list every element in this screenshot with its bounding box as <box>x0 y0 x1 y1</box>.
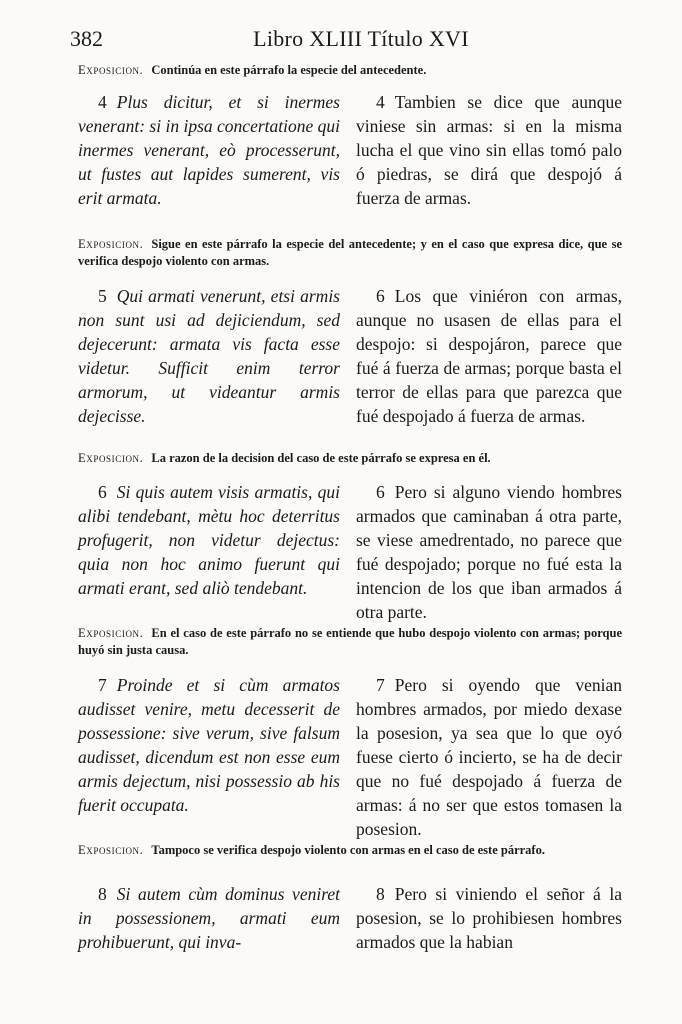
exposicion-note <box>78 62 622 79</box>
exposicion-label: Exposicion. <box>78 843 144 857</box>
exposicion-note <box>78 842 622 859</box>
paragraph-number: 5 <box>98 286 107 306</box>
spanish-text <box>356 882 622 954</box>
exposicion-text: En el caso de este párrafo no se entiende que hubo despojo violento con armas; porque huyó sin justa causa. <box>78 626 622 657</box>
spanish-body: Los que viniéron con armas, aunque no usasen de ellas para el despojo: si despojáron, parece que fué á fuerza de armas; porque basta el terror de ellas para que parezca que fué despojado á fuerza de armas. <box>356 286 622 426</box>
latin-body: Plus dicitur, et si inermes venerant: si in ipsa concertatione qui inermes venerant, eò processerunt, ut fustes aut lapides sumerent, vis erit armata. <box>78 92 340 208</box>
latin-text <box>78 480 340 600</box>
exposicion-text: Continúa en este párrafo la especie del antecedente. <box>151 63 427 77</box>
exposicion-text: Tampoco se verifica despojo violento con armas en el caso de este párrafo. <box>151 843 545 857</box>
spanish-body: Pero si oyendo que venian hombres armados, por miedo dexase la posesion, ya sea que lo que oyó fuese cierto ó incierto, se ha de decir que no fué despojado á fuerza de armas: á no ser que estos tomasen la posesion. <box>356 675 622 839</box>
spanish-text <box>356 673 622 841</box>
page-header <box>70 26 622 54</box>
spanish-text <box>356 480 622 624</box>
running-title: Libro XLIII Título XVI <box>253 26 469 51</box>
spanish-body: Tambien se dice que aunque viniese sin armas: si en la misma lucha el que vino sin ellas tomó palo ó piedras, se dirá que despojó á fuerza de armas. <box>356 92 622 208</box>
spanish-text <box>356 90 622 210</box>
paragraph-number: 7 <box>376 675 385 695</box>
latin-body: Si autem cùm dominus veniret in possessionem, armati eum prohibuerunt, qui inva- <box>78 884 340 952</box>
paragraph-number: 4 <box>376 92 385 112</box>
paragraph-number: 8 <box>376 884 385 904</box>
latin-body: Qui armati venerunt, etsi armis non sunt usi ad dejiciendum, sed dejecerunt: armata vis facta esse videtur. Sufficit enim terror armorum, ut videantur armis dejecisse. <box>78 286 340 426</box>
exposicion-text: Sigue en este párrafo la especie del antecedente; y en el caso que expresa dice, que se verifica despojo violento con armas. <box>78 237 622 268</box>
latin-text <box>78 90 340 210</box>
exposicion-label: Exposicion. <box>78 237 144 251</box>
exposicion-label: Exposicion. <box>78 63 144 77</box>
paragraph-number: 4 <box>98 92 107 112</box>
latin-text <box>78 882 340 954</box>
page-number: 382 <box>70 26 103 51</box>
paragraph-number: 6 <box>98 482 107 502</box>
paragraph-number: 6 <box>376 482 385 502</box>
spanish-body: Pero si viniendo el señor á la posesion, se lo prohibiesen hombres armados que la habian <box>356 884 622 952</box>
paragraph-number: 7 <box>98 675 107 695</box>
exposicion-note <box>78 236 622 270</box>
exposicion-label: Exposicion. <box>78 451 144 465</box>
latin-text <box>78 284 340 428</box>
latin-body: Proinde et si cùm armatos audisset venire, metu decesserit de possessione: sive verum, sive falsum audisset, dicendum est non esse eum armis dejectum, nisi possessio ab his fuerit occupata. <box>78 675 340 815</box>
exposicion-text: La razon de la decision del caso de este párrafo se expresa en él. <box>151 451 491 465</box>
paragraph-number: 8 <box>98 884 107 904</box>
latin-body: Si quis autem visis armatis, qui alibi tendebant, mètu hoc deterritus profugerit, non videtur dejectus: quia non hoc animo fuerunt qui armati erant, sed aliò tendebant. <box>78 482 340 598</box>
exposicion-note <box>78 450 622 467</box>
paragraph-number: 6 <box>376 286 385 306</box>
spanish-body: Pero si alguno viendo hombres armados que caminaban á otra parte, se viese amedrentado, no parece que fué despojado; porque no fué esta la intencion de los que iban armados á otra parte. <box>356 482 622 622</box>
latin-text <box>78 673 340 817</box>
exposicion-label: Exposicion. <box>78 626 144 640</box>
spanish-text <box>356 284 622 428</box>
exposicion-note <box>78 625 622 659</box>
